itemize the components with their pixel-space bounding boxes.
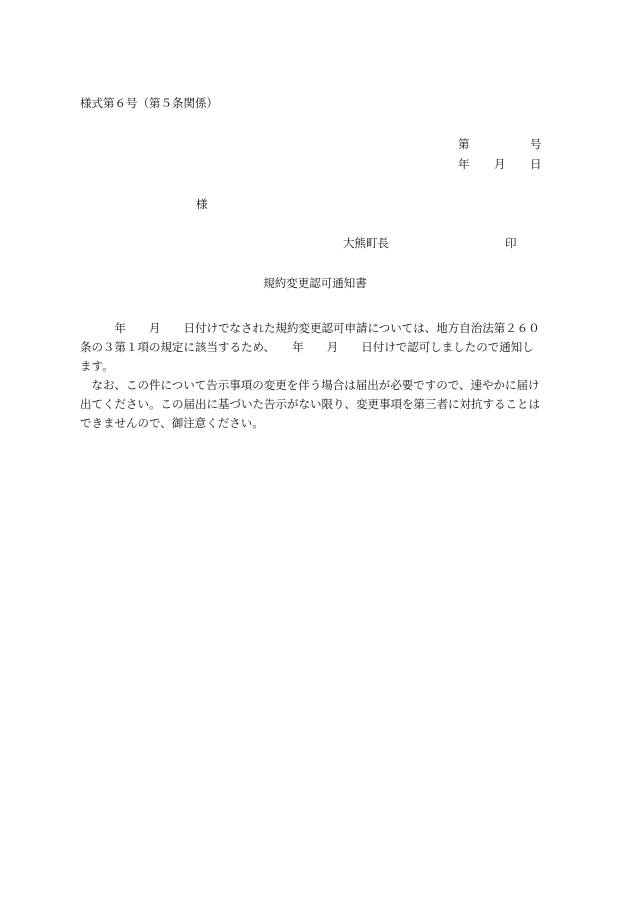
sender-title: 大熊町長 [343,236,389,250]
notice-body [80,319,552,433]
paragraph-line: なお、この件について告示事項の変更を伴う場合は届出が必要ですので、速やかに届け [80,378,540,392]
date-month: 月 [494,157,506,171]
notice-paragraph [80,376,552,433]
notice-paragraph [80,319,552,376]
date-day: 日 [530,157,542,171]
paragraph-line: 条の３第１項の規定に該当するため、 年 月 日付けで認可しましたので通知し [80,340,534,354]
number-prefix: 第 [458,137,470,151]
paragraph-line: 出てください。この届出に基づいた告示がない限り、変更事項を第三者に対抗することは [80,397,540,411]
form-number-label: 様式第６号（第５条関係） [80,96,218,110]
number-suffix: 号 [530,137,542,151]
paragraph-line: 年 月 日付けでなされた規約変更認可申請については、地方自治法第２６０ [80,321,540,335]
date-year: 年 [458,157,470,171]
paragraph-line: ます。 [80,359,114,373]
document-title: 規約変更認可通知書 [263,276,367,290]
seal-mark: 印 [505,236,517,250]
paragraph-line: できませんので、御注意ください。 [80,416,264,430]
addressee-honorific: 様 [196,197,208,211]
